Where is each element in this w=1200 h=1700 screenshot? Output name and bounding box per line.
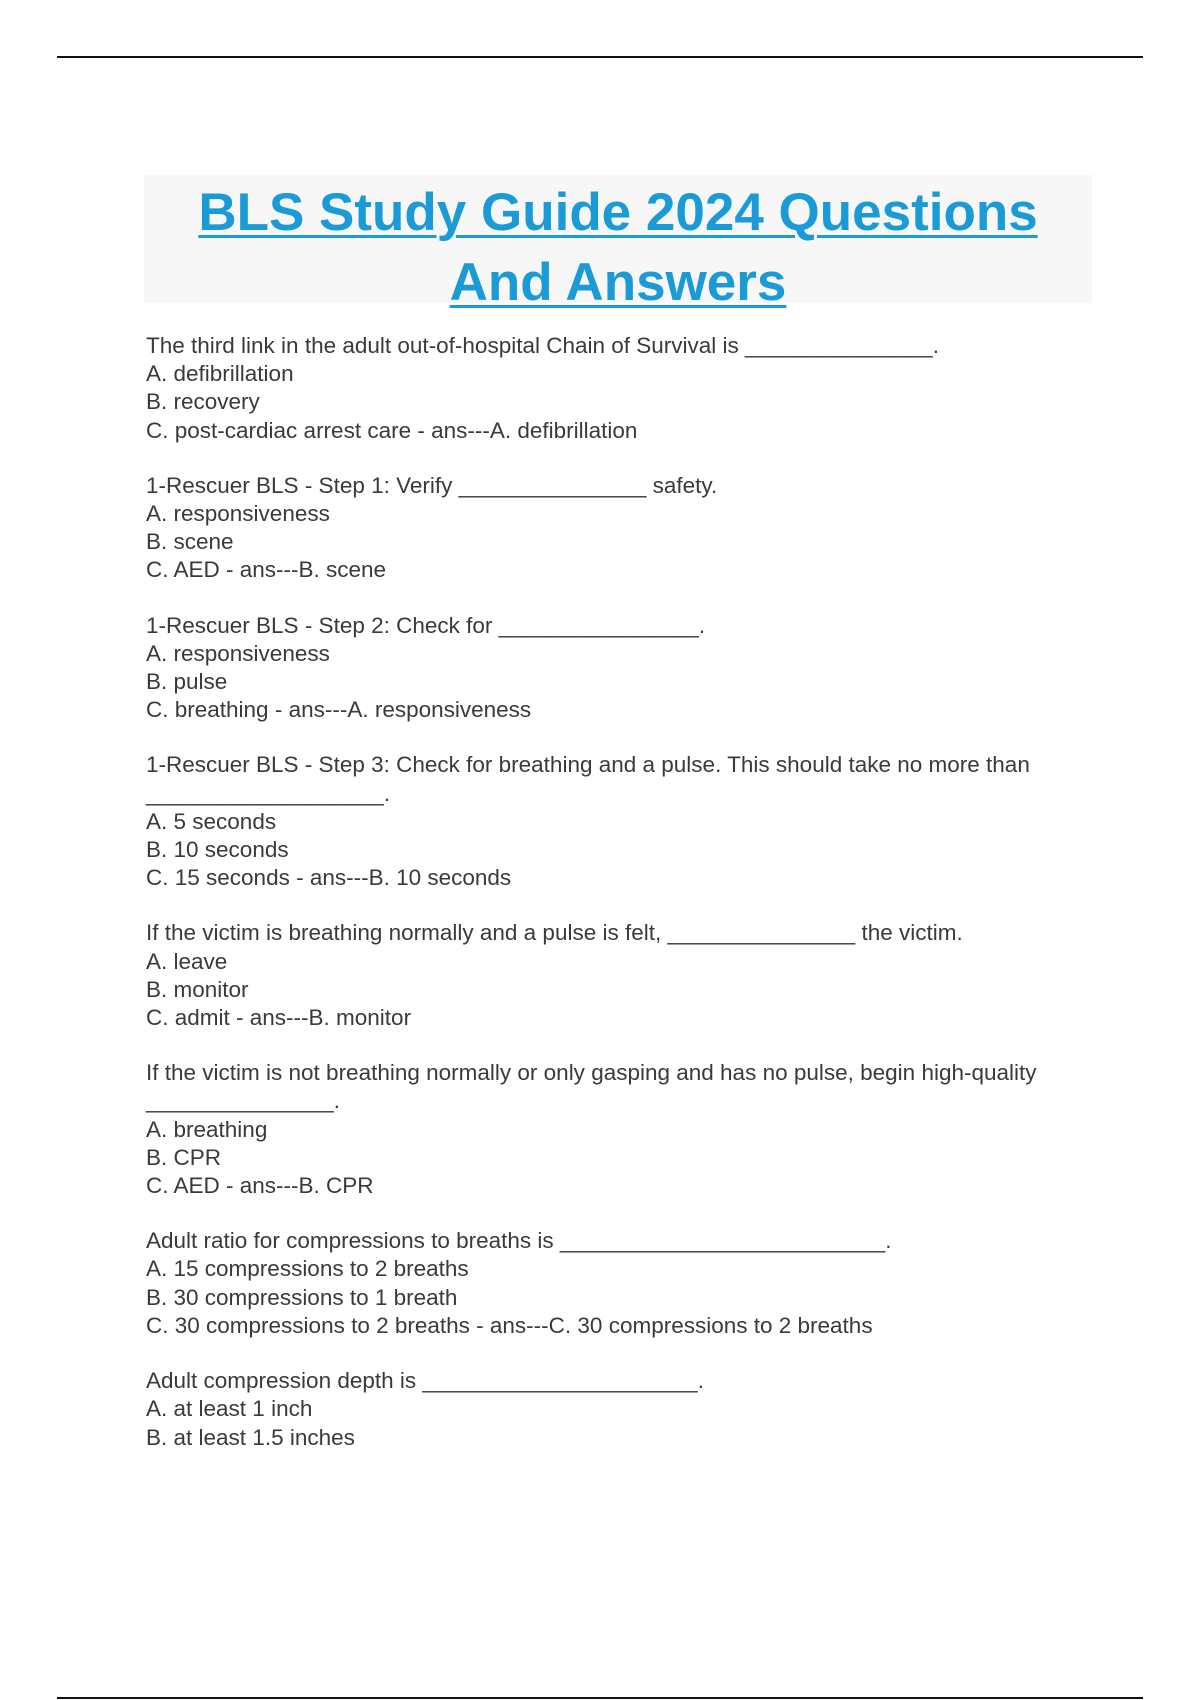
question-block bbox=[146, 1059, 1066, 1200]
question-text: Adult compression depth is ______________________. bbox=[146, 1368, 704, 1394]
question-text: 1-Rescuer BLS - Step 3: Check for breathing and a pulse. This should take no more than ___________________. bbox=[146, 752, 1030, 806]
question-block bbox=[146, 1227, 1066, 1340]
bottom-rule bbox=[57, 1697, 1143, 1699]
question-text: Adult ratio for compressions to breaths is __________________________. bbox=[146, 1228, 892, 1254]
option-text: A. 15 compressions to 2 breaths bbox=[146, 1256, 469, 1282]
question-text: 1-Rescuer BLS - Step 2: Check for ________________. bbox=[146, 612, 706, 638]
option-text: B. at least 1.5 inches bbox=[146, 1424, 355, 1450]
question-text: If the victim is breathing normally and a pulse is felt, _______________ the victim. bbox=[146, 920, 963, 946]
option-text: A. leave bbox=[146, 948, 228, 974]
option-text: A. defibrillation bbox=[146, 361, 294, 387]
option-text: B. 10 seconds bbox=[146, 837, 289, 863]
option-text: B. pulse bbox=[146, 669, 228, 695]
option-answer-text: C. post-cardiac arrest care - ans---A. defibrillation bbox=[146, 417, 638, 443]
option-text: A. responsiveness bbox=[146, 640, 330, 666]
question-block bbox=[146, 919, 1066, 1032]
option-text: B. 30 compressions to 1 breath bbox=[146, 1284, 458, 1310]
question-block bbox=[146, 472, 1066, 585]
option-answer-text: C. admit - ans---B. monitor bbox=[146, 1005, 412, 1031]
option-text: A. breathing bbox=[146, 1116, 268, 1142]
document-title-line-2: And Answers bbox=[449, 253, 787, 312]
option-text: B. monitor bbox=[146, 976, 249, 1002]
question-text: If the victim is not breathing normally or only gasping and has no pulse, begin high-quality _______________. bbox=[146, 1060, 1037, 1114]
option-text: B. recovery bbox=[146, 389, 260, 415]
option-text: A. responsiveness bbox=[146, 501, 330, 527]
top-rule bbox=[57, 56, 1143, 58]
question-block bbox=[146, 612, 1066, 725]
option-text: A. 5 seconds bbox=[146, 808, 277, 834]
question-block bbox=[146, 751, 1066, 892]
question-block bbox=[146, 1367, 1066, 1452]
question-block bbox=[146, 332, 1066, 445]
option-answer-text: C. AED - ans---B. CPR bbox=[146, 1173, 374, 1199]
option-text: B. scene bbox=[146, 529, 234, 555]
option-answer-text: C. 30 compressions to 2 breaths - ans---C. 30 compressions to 2 breaths bbox=[146, 1312, 873, 1338]
question-text: 1-Rescuer BLS - Step 1: Verify _______________ safety. bbox=[146, 472, 718, 498]
question-list bbox=[146, 332, 1066, 1479]
option-text: A. at least 1 inch bbox=[146, 1396, 313, 1422]
document-title-line-1: BLS Study Guide 2024 Questions bbox=[198, 183, 1038, 242]
option-answer-text: C. breathing - ans---A. responsiveness bbox=[146, 697, 532, 723]
title-banner bbox=[144, 175, 1092, 312]
option-text: B. CPR bbox=[146, 1144, 222, 1170]
question-text: The third link in the adult out-of-hospital Chain of Survival is _______________. bbox=[146, 333, 940, 358]
option-answer-text: C. 15 seconds - ans---B. 10 seconds bbox=[146, 865, 512, 891]
option-answer-text: C. AED - ans---B. scene bbox=[146, 557, 387, 583]
